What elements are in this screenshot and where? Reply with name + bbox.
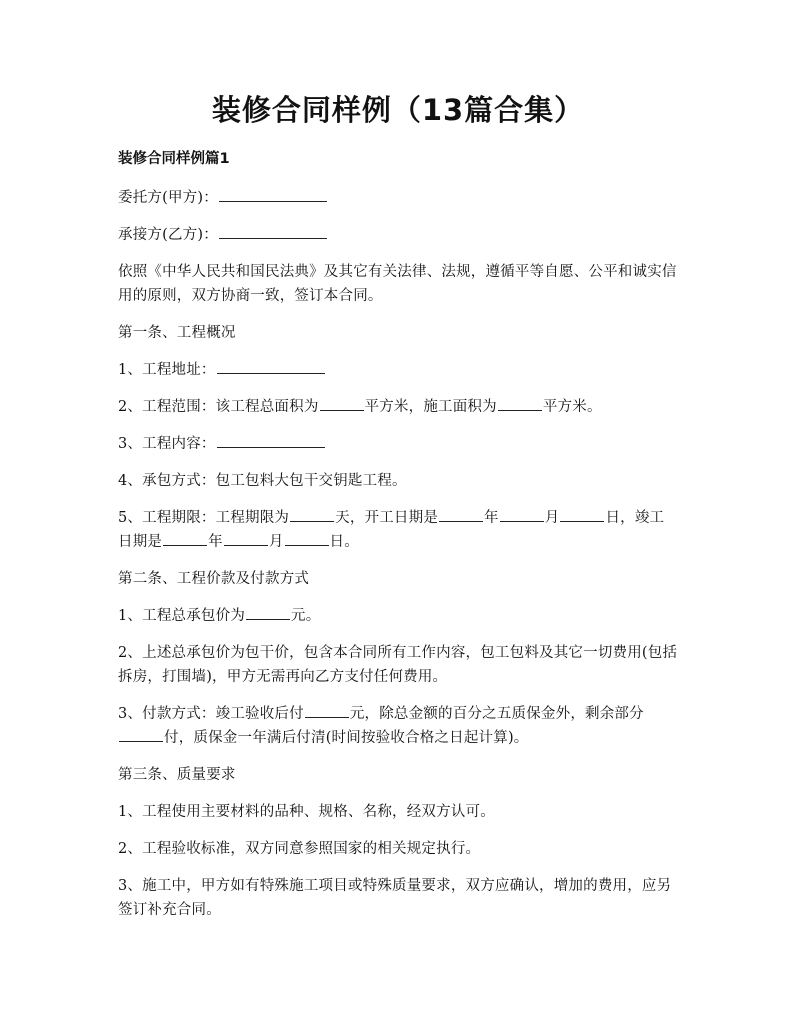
scope-suffix: 平方米。 xyxy=(542,399,602,415)
total-price-line xyxy=(118,604,678,628)
total-price-prefix: 1、工程总承包价为 xyxy=(118,608,246,624)
total-price-blank xyxy=(246,605,290,620)
start-month-text: 月 xyxy=(544,510,560,526)
preamble-paragraph: 依照《中华人民共和国民法典》及其它有关法律、法规，遵循平等自愿、公平和诚实信用的原则，双方协商一致，签订本合同。 xyxy=(118,264,677,304)
project-period-line xyxy=(118,506,678,554)
project-address-label: 1、工程地址： xyxy=(118,362,216,378)
construction-area-blank xyxy=(498,396,542,411)
article1-heading: 第一条、工程概况 xyxy=(118,325,236,341)
period-days-text: 天，开工日期是 xyxy=(335,510,439,526)
party-a-blank xyxy=(219,187,327,202)
party-b-blank xyxy=(219,224,327,239)
end-month-text: 月 xyxy=(268,534,284,550)
document-body xyxy=(118,148,678,935)
quality-item-2: 2、工程验收标准，双方同意参照国家的相关规定执行。 xyxy=(118,841,481,857)
start-day-text: 日，竣工日期是 xyxy=(118,510,665,550)
article3-heading: 第三条、质量要求 xyxy=(118,767,236,783)
end-month-blank xyxy=(224,531,268,546)
project-content-blank xyxy=(217,433,325,448)
scope-prefix: 2、工程范围：该工程总面积为 xyxy=(118,399,319,415)
project-content-label: 3、工程内容： xyxy=(118,436,216,452)
start-month-blank xyxy=(500,507,544,522)
party-b-label: 承接方(乙方)： xyxy=(118,227,218,243)
project-address-blank xyxy=(217,359,325,374)
lump-sum-paragraph: 2、上述总承包价为包干价，包含本合同所有工作内容，包工包料及其它一切费用(包括拆房，打围墙)，甲方无需再向乙方支付任何费用。 xyxy=(118,645,678,685)
total-area-blank xyxy=(320,396,364,411)
project-scope-line xyxy=(118,395,678,419)
party-a-label: 委托方(甲方)： xyxy=(118,190,218,206)
contract-mode-line: 4、承包方式：包工包料大包干交钥匙工程。 xyxy=(118,473,407,489)
project-address-line xyxy=(118,358,678,382)
total-price-suffix: 元。 xyxy=(291,608,321,624)
scope-mid: 平方米，施工面积为 xyxy=(364,399,497,415)
end-year-blank xyxy=(163,531,207,546)
remaining-payment-blank xyxy=(119,727,163,742)
payment-mid: 元，除总金额的百分之五质保金外，剩余部分 xyxy=(349,706,644,722)
payment-method-paragraph xyxy=(118,702,678,750)
period-days-blank xyxy=(290,507,334,522)
quality-item-1: 1、工程使用主要材料的品种、规格、名称，经双方认可。 xyxy=(118,804,495,820)
contract-subtitle: 装修合同样例篇1 xyxy=(118,151,230,167)
quality-item-3: 3、施工中，甲方如有特殊施工项目或特殊质量要求，双方应确认，增加的费用，应另签订补充合同。 xyxy=(118,878,672,918)
payment-amount-blank xyxy=(305,703,349,718)
article2-heading: 第二条、工程价款及付款方式 xyxy=(118,571,310,587)
period-prefix: 5、工程期限：工程期限为 xyxy=(118,510,290,526)
document-title: 装修合同样例（13篇合集） xyxy=(211,93,585,127)
payment-prefix: 3、付款方式：竣工验收后付 xyxy=(118,706,304,722)
start-day-blank xyxy=(560,507,604,522)
party-a-line xyxy=(118,186,678,210)
project-content-line xyxy=(118,432,678,456)
start-year-text: 年 xyxy=(484,510,499,526)
end-year-text: 年 xyxy=(208,534,223,550)
party-b-line xyxy=(118,223,678,247)
end-day-blank xyxy=(285,531,329,546)
start-year-blank xyxy=(439,507,483,522)
payment-suffix: 付，质保金一年满后付清(时间按验收合格之日起计算)。 xyxy=(164,730,529,746)
end-day-text: 日。 xyxy=(329,534,359,550)
